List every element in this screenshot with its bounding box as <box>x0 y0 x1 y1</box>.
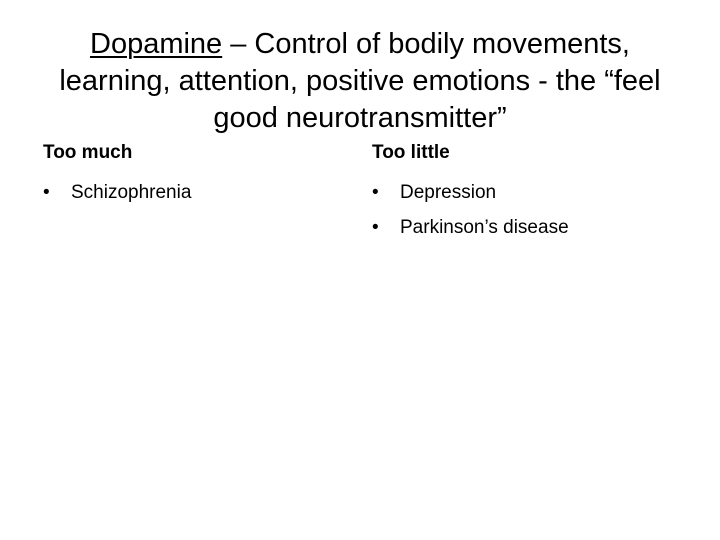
list-item <box>372 180 692 206</box>
slide-title <box>20 26 700 137</box>
too-much-heading: Too much <box>43 142 133 163</box>
list-item-label: Parkinson’s disease <box>400 217 569 238</box>
title-line-2: learning, attention, positive emotions - the “feel <box>59 65 661 97</box>
list-item-label: Schizophrenia <box>71 182 192 203</box>
title-line-1 <box>90 28 630 60</box>
list-item <box>43 180 343 206</box>
bullet-icon: • <box>372 182 379 203</box>
title-line-3: good neurotransmitter” <box>213 102 507 134</box>
too-little-list <box>372 180 692 241</box>
title-definition-start: – Control of bodily movements, <box>222 28 630 60</box>
too-little-heading: Too little <box>372 142 450 163</box>
too-little-column <box>372 140 692 250</box>
title-term: Dopamine <box>90 28 223 60</box>
too-much-list <box>43 180 343 206</box>
bullet-icon: • <box>372 217 379 238</box>
list-item <box>372 215 692 241</box>
bullet-icon: • <box>43 182 50 203</box>
list-item-label: Depression <box>400 182 497 203</box>
too-much-column <box>43 140 343 215</box>
